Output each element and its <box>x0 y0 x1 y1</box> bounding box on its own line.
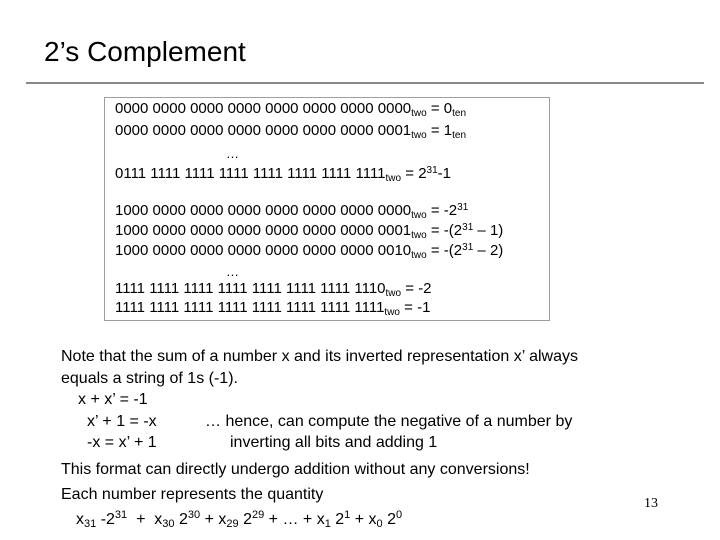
paragraph-2-line-2: Each number represents the quantity <box>61 486 324 503</box>
paragraph-2-line-1: This format can directly undergo addition without any conversions! <box>61 461 530 478</box>
page-number: 13 <box>644 496 658 511</box>
table-row: 1000 0000 0000 0000 0000 0000 0000 $0001_{two} = -(2^{31} - 1)$ <box>115 222 504 241</box>
note-line-1: Note that the sum of a number x and its inverted representation x’ always <box>61 348 579 365</box>
equation-3: -x = x’ + 1 <box>87 434 157 451</box>
ellipsis: … <box>226 146 239 161</box>
ellipsis: … <box>226 264 239 279</box>
note-line-2: equals a string of 1s (-1). <box>61 370 238 387</box>
slide-title: 2’s Complement <box>44 36 246 67</box>
table-row: 1111 1111 1111 1111 1111 1111 1111 $1110_{two} = -2$ <box>115 280 432 299</box>
table-row: 1000 0000 0000 0000 0000 0000 0000 $0000_{two} = -2^{31}$ <box>115 202 469 221</box>
table-row: 0000 0000 0000 0000 0000 0000 0000 $0000_{two} = 0_{ten}$ <box>115 100 467 119</box>
table-row: 0000 0000 0000 0000 0000 0000 0000 $0001_{two} = 1_{ten}$ <box>115 122 467 141</box>
hint-line-1: … hence, can compute the negative of a number by <box>205 413 573 430</box>
table-row: 1111 1111 1111 1111 1111 1111 1111 $1111_{two} = -1$ <box>115 299 431 318</box>
title-underline <box>26 82 704 84</box>
equation-1: x + x’ = -1 <box>78 391 148 408</box>
equation-2: x’ + 1 = -x <box>87 413 157 430</box>
table-row: 0111 1111 1111 1111 1111 1111 1111 $1111_{two} = 2^{31}-1$ <box>115 165 451 184</box>
weighted-sum-formula: $x_{31}$ $-2^{31} + x_{30}$ $2^{30} + x_{29}$ $2^{29}$ + … + $x_1$ $2^1 + x_0$ $2^0$ <box>76 509 403 530</box>
hint-line-2: inverting all bits and adding 1 <box>230 434 438 451</box>
table-row: 1000 0000 0000 0000 0000 0000 0000 $0010_{two} = -(2^{31} - 2)$ <box>115 242 504 261</box>
